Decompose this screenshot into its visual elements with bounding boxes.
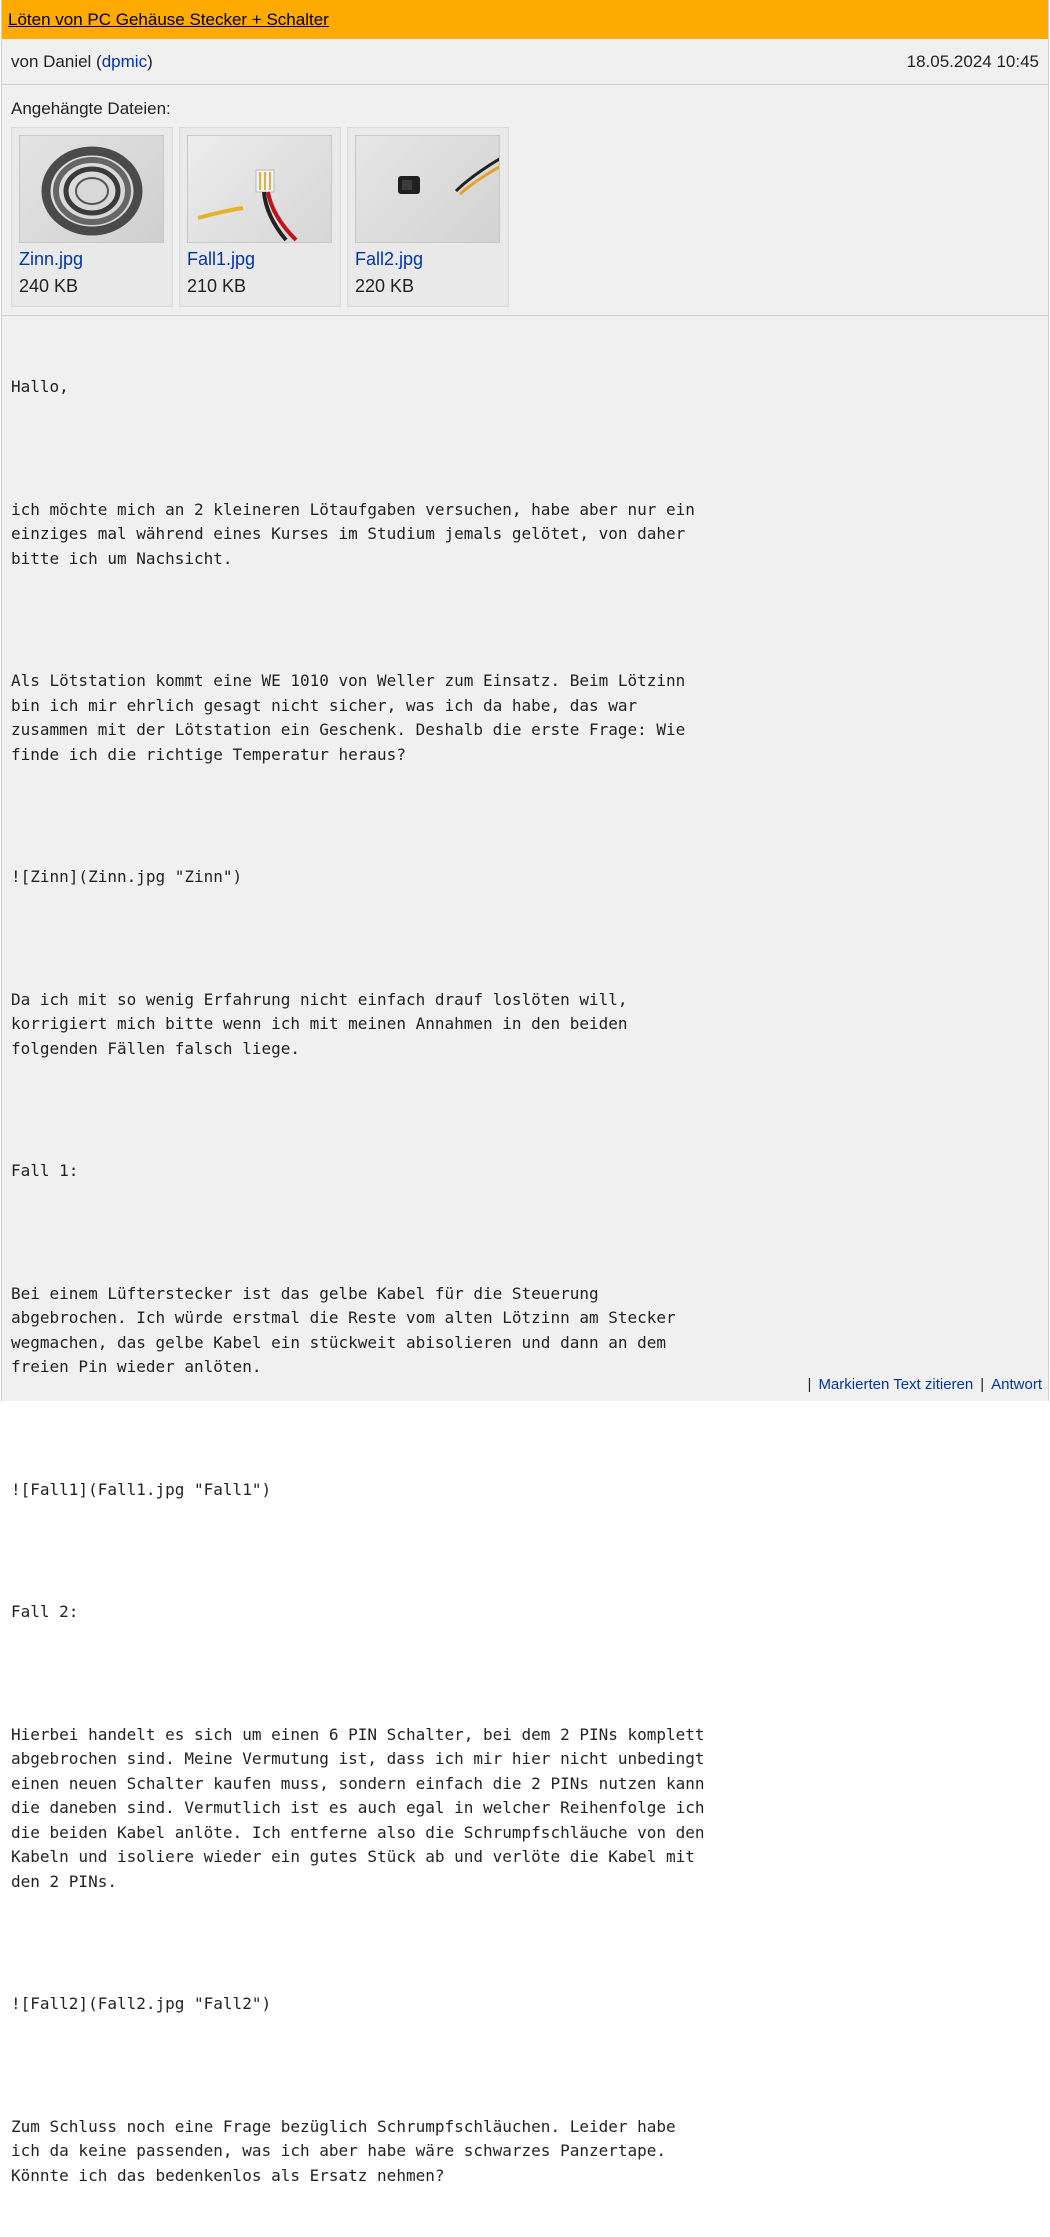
attachments-heading: Angehängte Dateien: [11,99,171,118]
body-paragraph: Bei einem Lüfterstecker ist das gelbe Kabel für die Steuerung abgebrochen. Ich würde erstmal die Reste vom alten Lötzinn am Stecker wegmachen, das gelbe Kabel ein stückweit abisolieren und dann an dem freien Pin wieder anlöten. [11,1283,686,1376]
attachment-link[interactable]: Fall2.jpg [355,249,424,269]
body-paragraph: Fall 2: [11,1602,79,1621]
post-title-link[interactable]: Löten von PC Gehäuse Stecker + Schalter [8,9,329,29]
attachment-link[interactable]: Fall1.jpg [187,249,256,269]
attachments-section [2,85,1048,316]
post-footer-actions [801,1376,1042,1393]
footer-separator: | [980,1376,985,1393]
attachment-size: 240 KB [19,276,79,296]
attachment-list [11,127,1039,307]
attachment-thumbnail-zinn[interactable] [19,135,164,243]
quote-selected-text-link[interactable]: Markierten Text zitieren [818,1376,974,1393]
attachment-thumbnail-fall2[interactable] [355,135,500,243]
attachment-item [179,127,341,307]
fan-connector-image [188,136,332,243]
body-paragraph: Da ich mit so wenig Erfahrung nicht einfach drauf loslöten will, korrigiert mich bitte wenn ich mit meinen Annahmen in den beiden folgenden Fällen falsch liege. [11,989,638,1058]
switch-image [356,136,500,243]
body-paragraph: Hierbei handelt es sich um einen 6 PIN Schalter, bei dem 2 PINs komplett abgebrochen sind. Meine Vermutung ist, dass ich mir hier nicht unbedingt einen neuen Schalter kaufen muss, sondern einfach die 2 PINs nutzen kann die daneben sind. Vermutlich ist es auch egal in welcher Reihenfolge ich die beiden Kabel anlöte. Ich entferne also die Schrumpfschläuche von den Kabeln und isoliere wieder ein gutes Stück ab und verlöte die Kabel mit den 2 PINs. [11,1724,715,1891]
body-paragraph: ![Fall1](Fall1.jpg "Fall1") [11,1479,272,1499]
post-body [2,316,720,2237]
body-paragraph: ![Zinn](Zinn.jpg "Zinn") [11,867,243,886]
author-link[interactable]: dpmic [101,51,148,71]
post-meta [2,39,1048,85]
body-paragraph: ![Fall2](Fall2.jpg "Fall2") [11,1994,272,2013]
attachment-link[interactable]: Zinn.jpg [19,249,84,269]
body-paragraph: Als Lötstation kommt eine WE 1010 von Weller zum Einsatz. Beim Lötzinn bin ich mir ehrlich gesagt nicht sicher, was ich da habe, das war zusammen mit der Lötstation ein Geschenk. Deshalb die erste Frage: Wie finde ich die richtige Temperatur heraus? [11,671,695,764]
attachment-size: 210 KB [187,276,247,296]
solder-coil-image [20,136,164,243]
attachment-thumbnail-fall1[interactable] [187,135,332,243]
author-suffix: ) [147,51,153,71]
footer-separator: | [807,1376,812,1393]
attachment-item [11,127,173,307]
forum-post [1,0,1049,2185]
attachment-size: 220 KB [355,276,415,296]
attachment-item [347,127,509,307]
author-line [11,52,153,72]
author-prefix: von Daniel ( [11,51,102,71]
post-title-bar [2,0,1048,39]
post-date: 18.05.2024 10:45 [906,51,1039,71]
body-paragraph: ich möchte mich an 2 kleineren Lötaufgaben versuchen, habe aber nur ein einziges mal während eines Kurses im Studium jemals gelötet, von daher bitte ich um Nachsicht. [11,499,705,568]
reply-link[interactable]: Antwort [991,1376,1042,1393]
body-paragraph: Fall 1: [11,1161,79,1180]
body-paragraph: Zum Schluss noch eine Frage bezüglich Schrumpfschläuchen. Leider habe ich da keine passenden, was ich aber habe wäre schwarzes Panzertape. Könnte ich das bedenkenlos als Ersatz nehmen? [11,2116,686,2185]
body-paragraph: Hallo, [11,377,69,396]
